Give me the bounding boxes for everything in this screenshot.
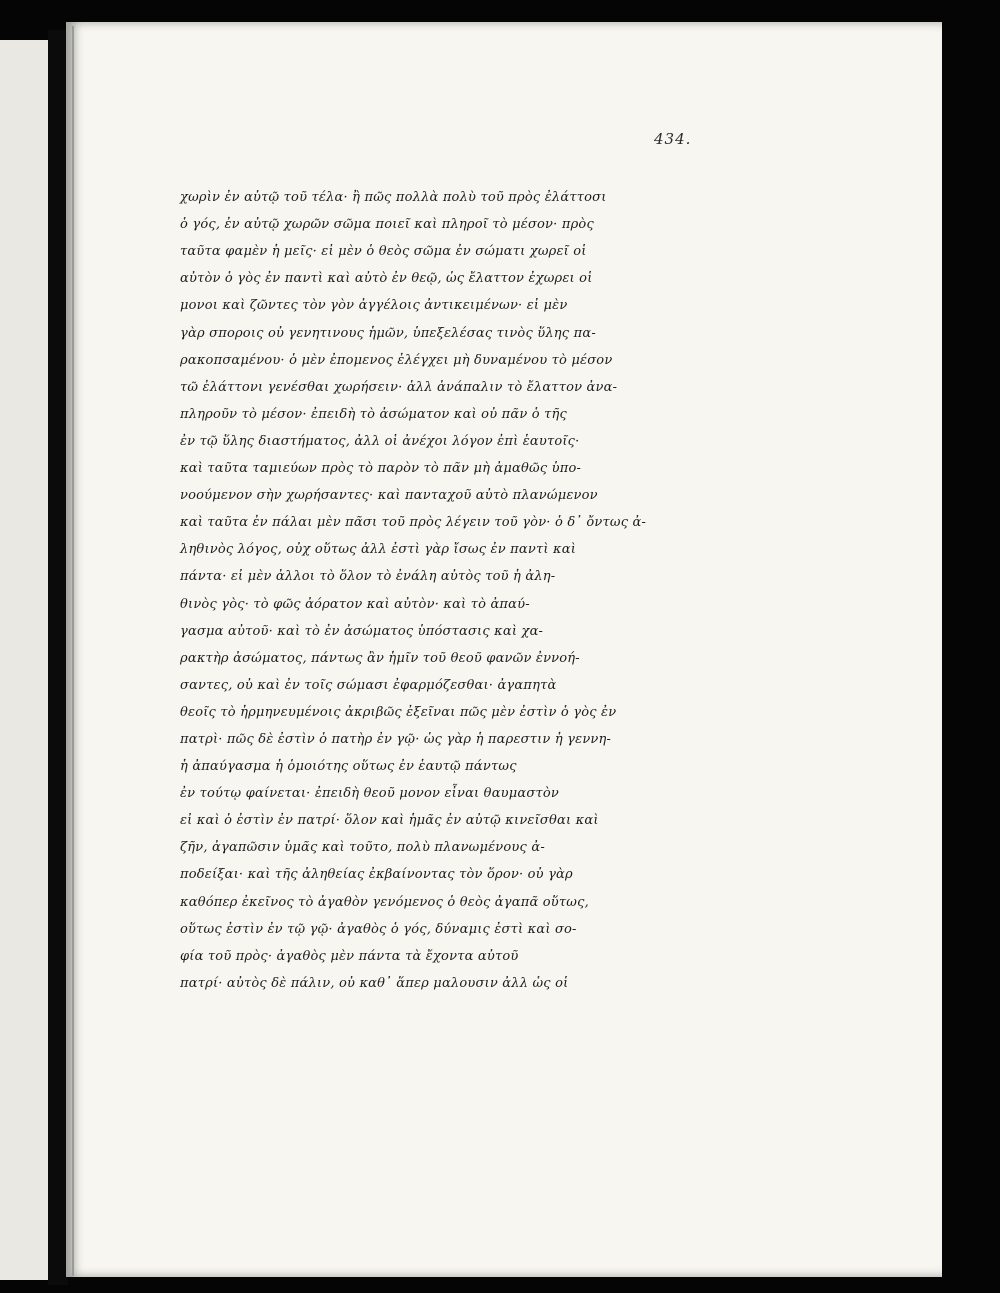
folio-number: 434.: [654, 130, 692, 148]
text-line: [180, 639, 690, 666]
text-line-content: οὕτως ἐστὶν ἐν τῷ γῷ· ἀγαθὸς ὁ γός, δύναμις ἐστὶ καὶ σο-: [180, 921, 577, 937]
text-line: [180, 503, 690, 530]
text-line: [180, 882, 690, 909]
text-line-content: πάντα· εἰ μὲν ἀλλοι τὸ ὅλον τὸ ἐνάλη αὐτὸς τοῦ ἡ ἀλη-: [180, 569, 556, 585]
text-line: [180, 395, 690, 422]
text-line-content: μονοι καὶ ζῶντες τὸν γὸν ἀγγέλοις ἀντικειμένων· εἰ μὲν: [180, 298, 568, 314]
text-line-content: γασμα αὐτοῦ· καὶ τὸ ἐν ἀσώματος ὑπόστασις καὶ χα-: [180, 623, 544, 639]
page-fold-line: [72, 26, 74, 1276]
text-line-content: γὰρ σποροις οὐ γενητινους ἡμῶν, ὑπεξελέσας τινὸς ὕλης πα-: [180, 325, 596, 341]
text-line-content: πατρὶ· πῶς δὲ ἐστὶν ὁ πατὴρ ἐν γῷ· ὡς γὰρ ἡ παρεστιν ἡ γεννη-: [180, 731, 612, 747]
text-line-content: ρακτὴρ ἀσώματος, πάντως ἂν ἡμῖν τοῦ θεοῦ φανῶν ἐννοή-: [180, 650, 580, 666]
text-line: [180, 557, 690, 584]
text-line-content: ἡ ἀπαύγασμα ἡ ὁμοιότης οὕτως ἐν ἑαυτῷ πάντως: [180, 759, 517, 775]
text-line-content: ρακοπσαμένου· ὁ μὲν ἐπομενος ἐλέγχει μὴ δυναμένου τὸ μέσον: [180, 352, 613, 368]
book-gutter: [48, 30, 68, 1285]
text-line: [180, 666, 690, 693]
text-line-content: ζῆν, ἀγαπῶσιν ὑμᾶς καὶ τοῦτο, πολὺ πλανωμένους ἀ-: [180, 840, 545, 856]
text-line-content: σαντες, οὐ καὶ ἐν τοῖς σώμασι ἐφαρμόζεσθαι· ἀγαπητὰ: [180, 677, 557, 693]
text-line-content: νοούμενον σὴν χωρήσαντες· καὶ πανταχοῦ αὐτὸ πλανώμενον: [180, 488, 598, 504]
text-line: [180, 422, 690, 449]
text-line: [180, 232, 690, 259]
text-line-content: τῶ ἐλάττονι γενέσθαι χωρήσειν· ἀλλ ἀνάπαλιν τὸ ἔλαττον ἀνα-: [180, 379, 618, 395]
text-line-content: φία τοῦ πρὸς· ἀγαθὸς μὲν πάντα τὰ ἔχοντα αὐτοῦ: [180, 948, 519, 964]
text-line: [180, 774, 690, 801]
text-line: [180, 937, 690, 964]
text-line: [180, 828, 690, 855]
text-line: [180, 476, 690, 503]
text-line: [180, 449, 690, 476]
text-line-content: πατρί· αὐτὸς δὲ πάλιν, οὐ καθ᾽ ἅπερ μαλουσιν ἀλλ ὡς οἱ: [180, 975, 569, 991]
text-line: [180, 720, 690, 747]
text-line-content: ἐν τῷ ὕλης διαστήματος, ἀλλ οἱ ἀνέχοι λόγον ἐπὶ ἑαυτοῖς·: [180, 433, 580, 449]
text-line-content: χωρὶν ἐν αὐτῷ τοῦ τέλα· ἢ πῶς πολλὰ πολὺ τοῦ πρὸς ἐλάττοσι: [180, 190, 607, 206]
text-line: [180, 313, 690, 340]
text-line-content: ἐν τούτῳ φαίνεται· ἐπειδὴ θεοῦ μονον εἶναι θαυμαστὸν: [180, 786, 560, 802]
text-line: [180, 341, 690, 368]
text-line: [180, 286, 690, 313]
text-line-content: ὁ γός, ἐν αὐτῷ χωρῶν σῶμα ποιεῖ καὶ πληροῖ τὸ μέσον· πρὸς: [180, 217, 594, 233]
text-line-content: πληροῦν τὸ μέσον· ἐπειδὴ τὸ ἀσώματον καὶ οὐ πᾶν ὁ τῆς: [180, 406, 568, 422]
text-line: [180, 910, 690, 937]
text-line-content: καὶ ταῦτα ἐν πάλαι μὲν πᾶσι τοῦ πρὸς λέγειν τοῦ γὸν· ὁ δ᾽ ὄντως ἀ-: [180, 515, 647, 531]
text-line-content: θεοῖς τὸ ἡρμηνευμένοις ἀκριβῶς ἐξεῖναι πῶς μὲν ἐστὶν ὁ γὸς ἐν: [180, 704, 617, 720]
handwritten-text-block: [180, 178, 690, 991]
text-line: [180, 612, 690, 639]
text-line: [180, 368, 690, 395]
text-line: [180, 205, 690, 232]
left-page-edge: [0, 40, 51, 1280]
text-line-content: ληθινὸς λόγος, οὐχ οὕτως ἀλλ ἐστὶ γὰρ ἴσως ἐν παντὶ καὶ: [180, 542, 577, 558]
text-line: [180, 801, 690, 828]
text-line-content: καὶ ταῦτα ταμιεύων πρὸς τὸ παρὸν τὸ πᾶν μὴ ἀμαθῶς ὑπο-: [180, 461, 582, 477]
text-line-content: ταῦτα φαμὲν ἡ μεῖς· εἰ μὲν ὁ θεὸς σῶμα ἐν σώματι χωρεῖ οἱ: [180, 244, 587, 260]
text-line: [180, 178, 690, 205]
text-line: [180, 747, 690, 774]
text-line: [180, 584, 690, 611]
text-line: [180, 693, 690, 720]
text-line: [180, 855, 690, 882]
text-line-content: εἰ καὶ ὁ ἐστὶν ἐν πατρί· ὅλον καὶ ἡμᾶς ἐν αὐτῷ κινεῖσθαι καὶ: [180, 813, 599, 829]
text-line-content: αὐτὸν ὁ γὸς ἐν παντὶ καὶ αὐτὸ ἐν θεῷ, ὡς ἔλαττον ἐχωρει οἱ: [180, 271, 593, 287]
text-line-content: καθόπερ ἐκεῖνος τὸ ἀγαθὸν γενόμενος ὁ θεὸς ἀγαπᾶ οὕτως,: [180, 894, 589, 910]
text-line: [180, 964, 690, 991]
text-line: [180, 259, 690, 286]
text-line-content: ποδείξαι· καὶ τῆς ἀληθείας ἐκβαίνοντας τὸν ὅρον· οὐ γὰρ: [180, 867, 573, 883]
text-line-content: θινὸς γὸς· τὸ φῶς ἀόρατον καὶ αὐτὸν· καὶ τὸ ἀπαύ-: [180, 596, 530, 612]
text-line: [180, 530, 690, 557]
